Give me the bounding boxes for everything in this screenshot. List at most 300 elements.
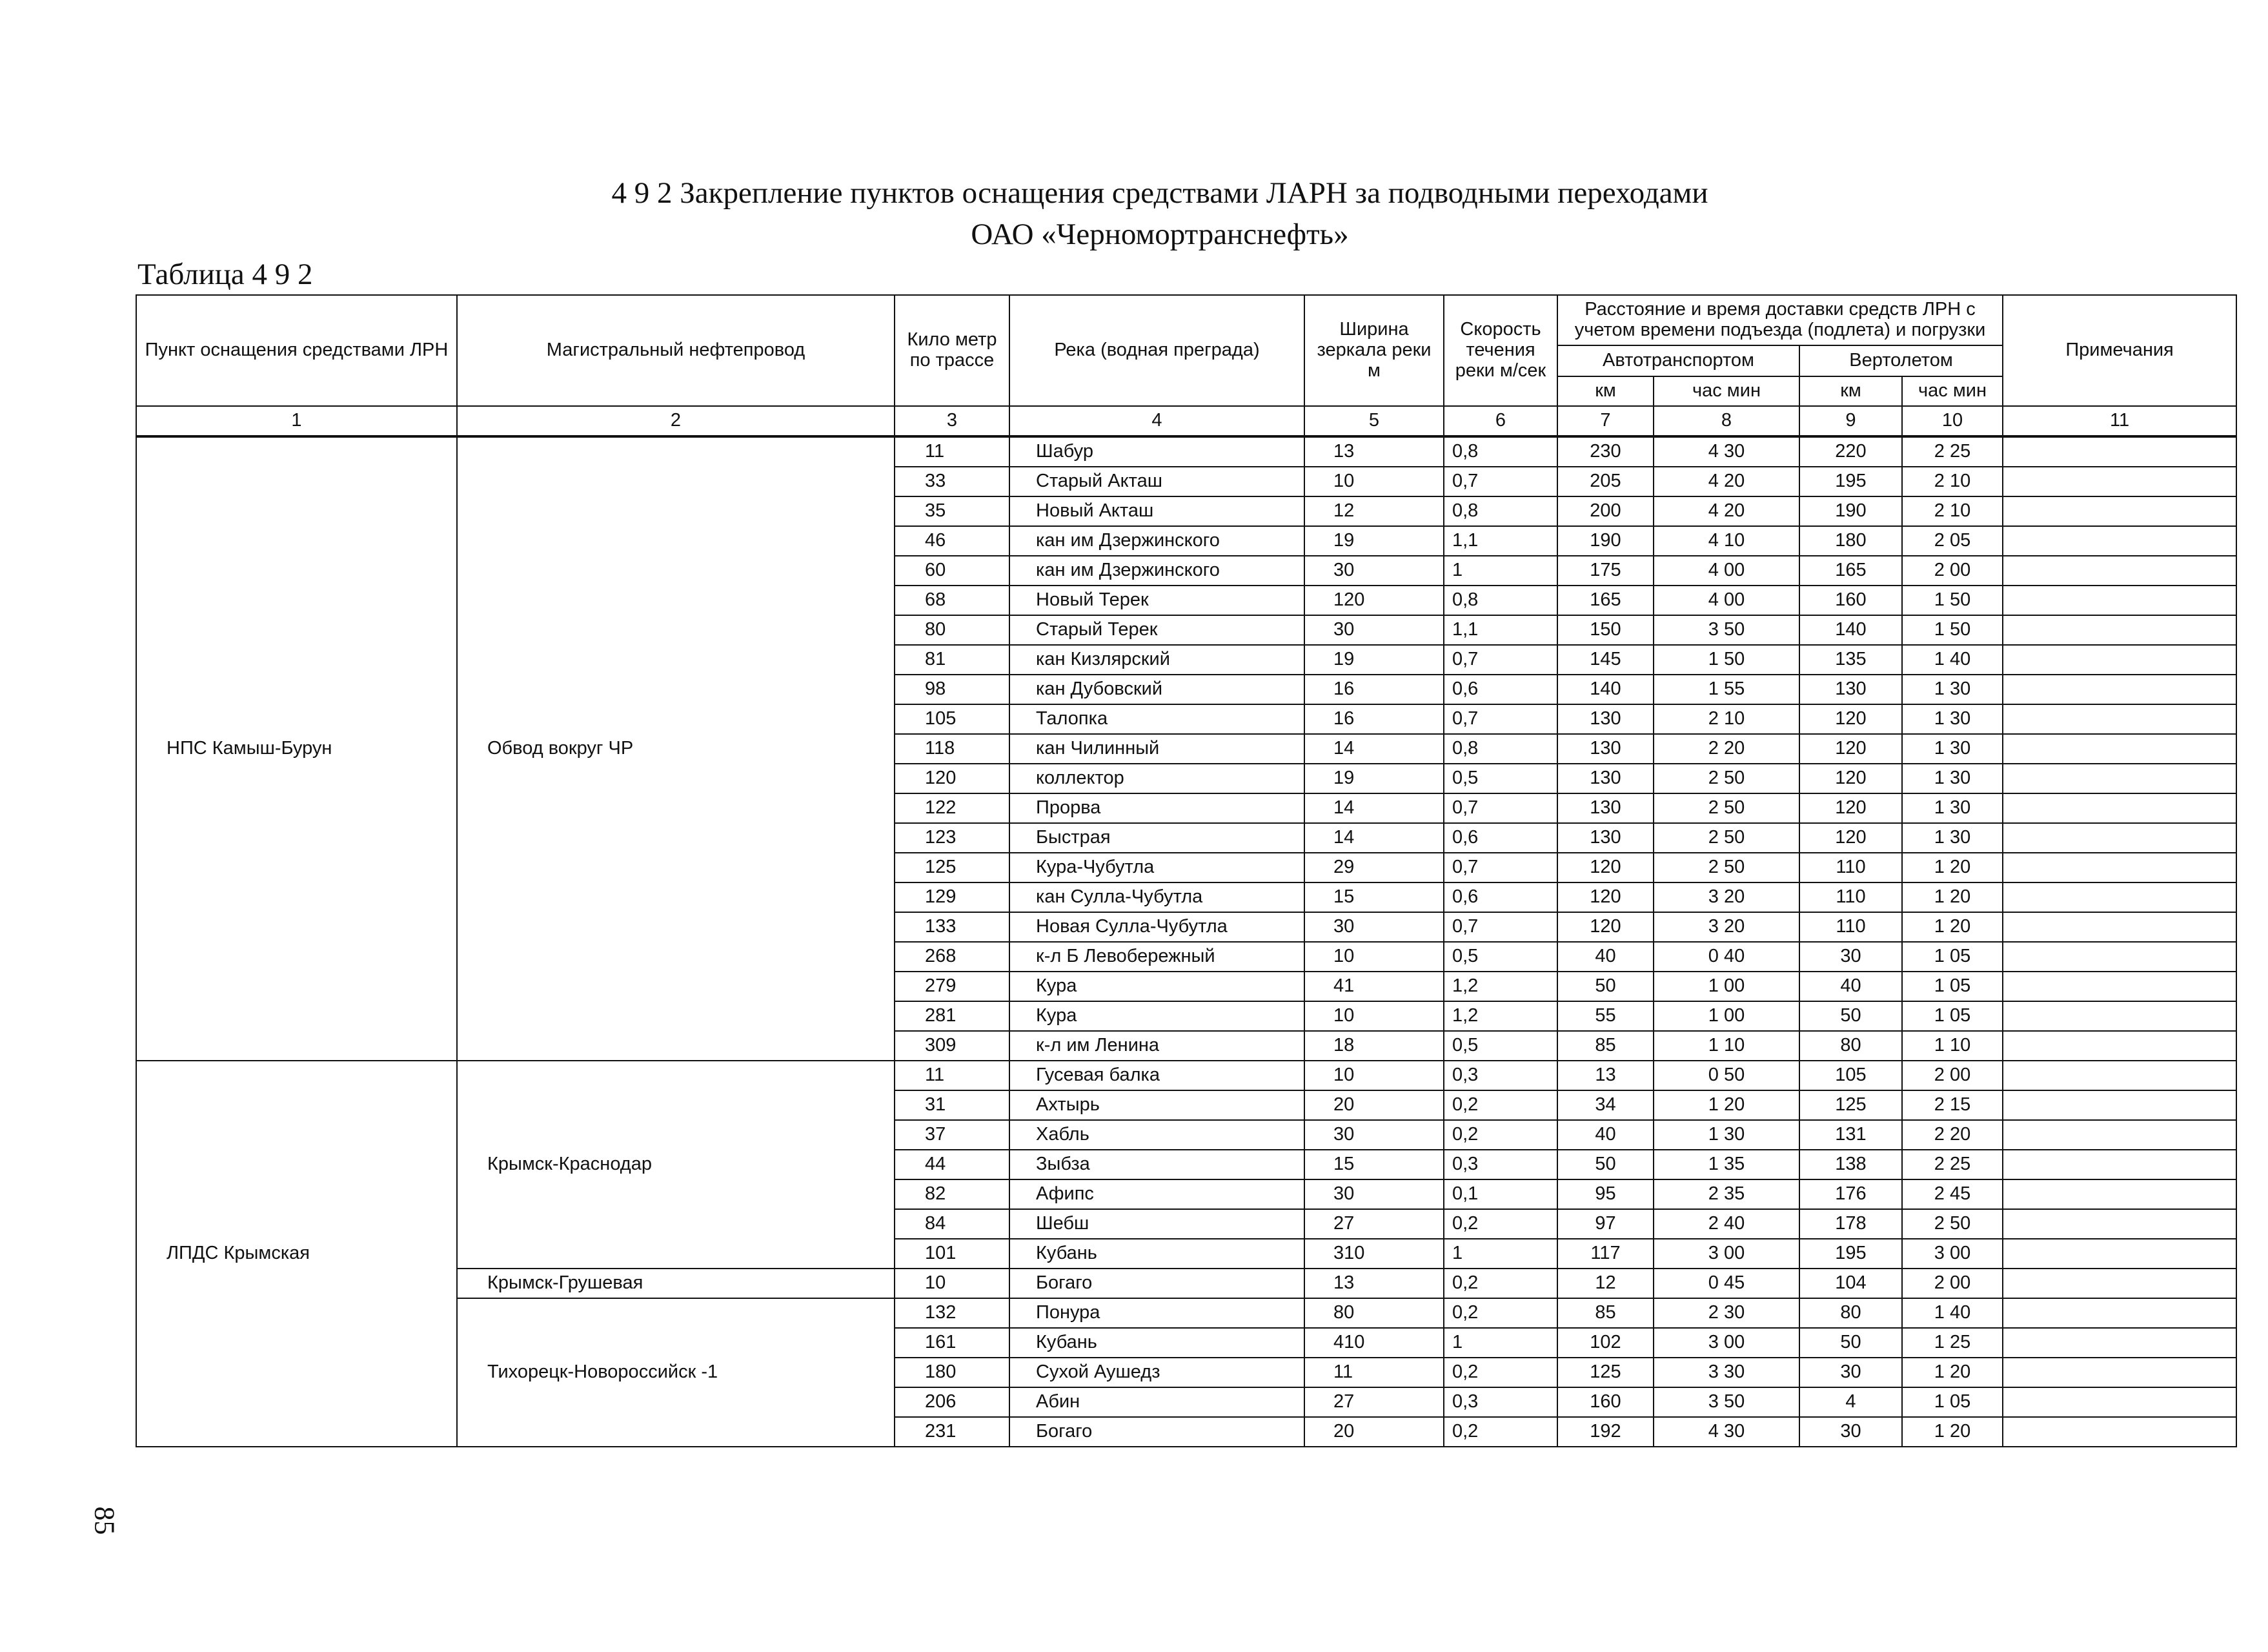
river-cell: Кура xyxy=(1009,1001,1304,1031)
notes-cell xyxy=(2003,1298,2236,1328)
heli-time-cell: 2 00 xyxy=(1902,556,2003,586)
width-cell: 16 xyxy=(1304,675,1444,704)
river-cell: Зыбза xyxy=(1009,1150,1304,1179)
auto-km-cell: 165 xyxy=(1557,586,1654,615)
river-cell: Афипс xyxy=(1009,1179,1304,1209)
auto-km-cell: 140 xyxy=(1557,675,1654,704)
width-cell: 10 xyxy=(1304,1061,1444,1090)
auto-time-cell: 4 00 xyxy=(1654,586,1799,615)
auto-km-cell: 85 xyxy=(1557,1298,1654,1328)
width-cell: 10 xyxy=(1304,467,1444,496)
speed-cell: 0,5 xyxy=(1444,764,1557,793)
auto-km-cell: 40 xyxy=(1557,942,1654,972)
river-cell: Шебш xyxy=(1009,1209,1304,1239)
km-cell: 44 xyxy=(895,1150,1009,1179)
notes-cell xyxy=(2003,1090,2236,1120)
heli-time-cell: 2 15 xyxy=(1902,1090,2003,1120)
km-cell: 46 xyxy=(895,526,1009,556)
auto-time-cell: 3 00 xyxy=(1654,1239,1799,1269)
header-speed: Скорость течения реки м/сек xyxy=(1444,295,1557,406)
auto-time-cell: 2 50 xyxy=(1654,764,1799,793)
auto-km-cell: 175 xyxy=(1557,556,1654,586)
width-cell: 15 xyxy=(1304,1150,1444,1179)
heli-km-cell: 130 xyxy=(1799,675,1902,704)
station-cell: ЛПДС Крымская xyxy=(136,1061,457,1447)
km-cell: 68 xyxy=(895,586,1009,615)
speed-cell: 0,8 xyxy=(1444,436,1557,467)
notes-cell xyxy=(2003,436,2236,467)
river-cell: Быстрая xyxy=(1009,823,1304,853)
auto-time-cell: 3 20 xyxy=(1654,882,1799,912)
header-river: Река (водная преграда) xyxy=(1009,295,1304,406)
heli-time-cell: 1 05 xyxy=(1902,972,2003,1001)
speed-cell: 0,7 xyxy=(1444,912,1557,942)
auto-km-cell: 12 xyxy=(1557,1269,1654,1298)
river-cell: коллектор xyxy=(1009,764,1304,793)
river-cell: Богаго xyxy=(1009,1269,1304,1298)
header-delivery: Расстояние и время доставки средств ЛРН с учетом времени подъезда (подлета) и погрузки xyxy=(1557,295,2003,345)
river-cell: Старый Акташ xyxy=(1009,467,1304,496)
auto-time-cell: 1 00 xyxy=(1654,1001,1799,1031)
notes-cell xyxy=(2003,1031,2236,1061)
heli-km-cell: 110 xyxy=(1799,853,1902,882)
notes-cell xyxy=(2003,1150,2236,1179)
column-number: 4 xyxy=(1009,406,1304,436)
notes-cell xyxy=(2003,586,2236,615)
auto-km-cell: 160 xyxy=(1557,1387,1654,1417)
auto-km-cell: 130 xyxy=(1557,704,1654,734)
auto-km-cell: 55 xyxy=(1557,1001,1654,1031)
crossings-table xyxy=(136,294,2237,1447)
speed-cell: 0,8 xyxy=(1444,496,1557,526)
heli-time-cell: 1 50 xyxy=(1902,615,2003,645)
km-cell: 35 xyxy=(895,496,1009,526)
river-cell: Новый Акташ xyxy=(1009,496,1304,526)
table-row xyxy=(136,1061,2236,1090)
auto-km-cell: 130 xyxy=(1557,734,1654,764)
km-cell: 101 xyxy=(895,1239,1009,1269)
notes-cell xyxy=(2003,912,2236,942)
auto-time-cell: 2 50 xyxy=(1654,823,1799,853)
width-cell: 18 xyxy=(1304,1031,1444,1061)
river-cell: Новый Терек xyxy=(1009,586,1304,615)
width-cell: 10 xyxy=(1304,1001,1444,1031)
km-cell: 31 xyxy=(895,1090,1009,1120)
notes-cell xyxy=(2003,615,2236,645)
river-cell: кан Дубовский xyxy=(1009,675,1304,704)
speed-cell: 0,3 xyxy=(1444,1150,1557,1179)
auto-time-cell: 2 50 xyxy=(1654,793,1799,823)
auto-km-cell: 85 xyxy=(1557,1031,1654,1061)
column-number: 1 xyxy=(136,406,457,436)
speed-cell: 0,2 xyxy=(1444,1298,1557,1328)
heli-time-cell: 1 40 xyxy=(1902,1298,2003,1328)
river-cell: кан им Дзержинского xyxy=(1009,526,1304,556)
heli-km-cell: 40 xyxy=(1799,972,1902,1001)
km-cell: 125 xyxy=(895,853,1009,882)
river-cell: Кура xyxy=(1009,972,1304,1001)
speed-cell: 0,2 xyxy=(1444,1209,1557,1239)
heli-time-cell: 1 05 xyxy=(1902,942,2003,972)
heli-time-cell: 1 20 xyxy=(1902,853,2003,882)
width-cell: 19 xyxy=(1304,645,1444,675)
heli-km-cell: 220 xyxy=(1799,436,1902,467)
river-cell: Хабль xyxy=(1009,1120,1304,1150)
heli-time-cell: 1 30 xyxy=(1902,704,2003,734)
width-cell: 27 xyxy=(1304,1209,1444,1239)
auto-time-cell: 1 55 xyxy=(1654,675,1799,704)
km-cell: 11 xyxy=(895,436,1009,467)
speed-cell: 0,5 xyxy=(1444,1031,1557,1061)
km-cell: 60 xyxy=(895,556,1009,586)
auto-km-cell: 120 xyxy=(1557,882,1654,912)
heli-time-cell: 2 25 xyxy=(1902,1150,2003,1179)
heli-time-cell: 2 20 xyxy=(1902,1120,2003,1150)
width-cell: 19 xyxy=(1304,526,1444,556)
river-cell: Талопка xyxy=(1009,704,1304,734)
heli-time-cell: 2 10 xyxy=(1902,467,2003,496)
heli-time-cell: 1 30 xyxy=(1902,823,2003,853)
auto-km-cell: 150 xyxy=(1557,615,1654,645)
notes-cell xyxy=(2003,526,2236,556)
speed-cell: 0,3 xyxy=(1444,1061,1557,1090)
speed-cell: 1,1 xyxy=(1444,526,1557,556)
km-cell: 80 xyxy=(895,615,1009,645)
column-number: 9 xyxy=(1799,406,1902,436)
heli-time-cell: 1 25 xyxy=(1902,1328,2003,1358)
notes-cell xyxy=(2003,853,2236,882)
km-cell: 281 xyxy=(895,1001,1009,1031)
auto-km-cell: 102 xyxy=(1557,1328,1654,1358)
heli-time-cell: 2 10 xyxy=(1902,496,2003,526)
auto-time-cell: 4 10 xyxy=(1654,526,1799,556)
auto-time-cell: 3 30 xyxy=(1654,1358,1799,1387)
heli-time-cell: 3 00 xyxy=(1902,1239,2003,1269)
width-cell: 30 xyxy=(1304,615,1444,645)
heli-time-cell: 2 05 xyxy=(1902,526,2003,556)
km-cell: 122 xyxy=(895,793,1009,823)
auto-km-cell: 50 xyxy=(1557,972,1654,1001)
document-title-line1: 4 9 2 Закрепление пунктов оснащения средствами ЛАРН за подводными переходами xyxy=(611,176,1708,210)
speed-cell: 0,8 xyxy=(1444,586,1557,615)
auto-time-cell: 3 20 xyxy=(1654,912,1799,942)
river-cell: Новая Сулла-Чубутла xyxy=(1009,912,1304,942)
river-cell: Шабур xyxy=(1009,436,1304,467)
notes-cell xyxy=(2003,645,2236,675)
column-number: 7 xyxy=(1557,406,1654,436)
auto-km-cell: 40 xyxy=(1557,1120,1654,1150)
km-cell: 129 xyxy=(895,882,1009,912)
heli-km-cell: 120 xyxy=(1799,764,1902,793)
auto-km-cell: 230 xyxy=(1557,436,1654,467)
auto-time-cell: 0 40 xyxy=(1654,942,1799,972)
heli-time-cell: 1 05 xyxy=(1902,1387,2003,1417)
width-cell: 80 xyxy=(1304,1298,1444,1328)
km-cell: 133 xyxy=(895,912,1009,942)
header-heli-km: км xyxy=(1799,376,1902,406)
speed-cell: 0,7 xyxy=(1444,793,1557,823)
auto-time-cell: 2 10 xyxy=(1654,704,1799,734)
km-cell: 10 xyxy=(895,1269,1009,1298)
speed-cell: 0,1 xyxy=(1444,1179,1557,1209)
column-number: 11 xyxy=(2003,406,2236,436)
notes-cell xyxy=(2003,704,2236,734)
header-pipeline: Магистральный нефтепровод xyxy=(457,295,895,406)
pipeline-cell: Крымск-Грушевая xyxy=(457,1269,895,1298)
heli-km-cell: 120 xyxy=(1799,734,1902,764)
width-cell: 310 xyxy=(1304,1239,1444,1269)
km-cell: 105 xyxy=(895,704,1009,734)
notes-cell xyxy=(2003,1179,2236,1209)
pipeline-cell: Обвод вокруг ЧР xyxy=(457,436,895,1061)
heli-time-cell: 1 30 xyxy=(1902,734,2003,764)
header-notes: Примечания xyxy=(2003,295,2236,406)
heli-km-cell: 125 xyxy=(1799,1090,1902,1120)
auto-km-cell: 13 xyxy=(1557,1061,1654,1090)
notes-cell xyxy=(2003,1001,2236,1031)
notes-cell xyxy=(2003,496,2236,526)
km-cell: 37 xyxy=(895,1120,1009,1150)
km-cell: 206 xyxy=(895,1387,1009,1417)
width-cell: 41 xyxy=(1304,972,1444,1001)
table-body xyxy=(136,436,2236,1447)
auto-km-cell: 117 xyxy=(1557,1239,1654,1269)
auto-km-cell: 130 xyxy=(1557,823,1654,853)
width-cell: 120 xyxy=(1304,586,1444,615)
speed-cell: 0,7 xyxy=(1444,645,1557,675)
pipeline-cell: Тихорецк-Новороссийск -1 xyxy=(457,1298,895,1447)
heli-km-cell: 131 xyxy=(1799,1120,1902,1150)
speed-cell: 0,2 xyxy=(1444,1120,1557,1150)
auto-km-cell: 97 xyxy=(1557,1209,1654,1239)
speed-cell: 0,2 xyxy=(1444,1358,1557,1387)
auto-time-cell: 1 20 xyxy=(1654,1090,1799,1120)
header-auto: Автотранспортом xyxy=(1557,345,1799,376)
width-cell: 16 xyxy=(1304,704,1444,734)
heli-km-cell: 176 xyxy=(1799,1179,1902,1209)
notes-cell xyxy=(2003,942,2236,972)
header-km: Кило метр по трассе xyxy=(895,295,1009,406)
notes-cell xyxy=(2003,1120,2236,1150)
river-cell: кан Сулла-Чубутла xyxy=(1009,882,1304,912)
speed-cell: 1 xyxy=(1444,1239,1557,1269)
auto-time-cell: 0 45 xyxy=(1654,1269,1799,1298)
column-number: 2 xyxy=(457,406,895,436)
auto-km-cell: 190 xyxy=(1557,526,1654,556)
auto-time-cell: 4 30 xyxy=(1654,436,1799,467)
auto-km-cell: 50 xyxy=(1557,1150,1654,1179)
km-cell: 180 xyxy=(895,1358,1009,1387)
speed-cell: 0,7 xyxy=(1444,853,1557,882)
speed-cell: 0,7 xyxy=(1444,467,1557,496)
km-cell: 33 xyxy=(895,467,1009,496)
notes-cell xyxy=(2003,556,2236,586)
auto-km-cell: 125 xyxy=(1557,1358,1654,1387)
km-cell: 120 xyxy=(895,764,1009,793)
speed-cell: 0,6 xyxy=(1444,882,1557,912)
heli-time-cell: 1 05 xyxy=(1902,1001,2003,1031)
auto-km-cell: 200 xyxy=(1557,496,1654,526)
speed-cell: 1,2 xyxy=(1444,972,1557,1001)
heli-time-cell: 2 00 xyxy=(1902,1269,2003,1298)
heli-km-cell: 104 xyxy=(1799,1269,1902,1298)
river-cell: Сухой Аушедз xyxy=(1009,1358,1304,1387)
width-cell: 14 xyxy=(1304,793,1444,823)
header-auto-km: км xyxy=(1557,376,1654,406)
speed-cell: 0,2 xyxy=(1444,1269,1557,1298)
header-heli-time: час мин xyxy=(1902,376,2003,406)
heli-time-cell: 1 20 xyxy=(1902,1417,2003,1447)
heli-time-cell: 2 00 xyxy=(1902,1061,2003,1090)
heli-km-cell: 195 xyxy=(1799,1239,1902,1269)
speed-cell: 0,6 xyxy=(1444,823,1557,853)
pipeline-cell: Крымск-Краснодар xyxy=(457,1061,895,1269)
speed-cell: 0,2 xyxy=(1444,1417,1557,1447)
auto-km-cell: 205 xyxy=(1557,467,1654,496)
width-cell: 15 xyxy=(1304,882,1444,912)
km-cell: 82 xyxy=(895,1179,1009,1209)
width-cell: 13 xyxy=(1304,1269,1444,1298)
auto-time-cell: 2 30 xyxy=(1654,1298,1799,1328)
river-cell: Прорва xyxy=(1009,793,1304,823)
km-cell: 309 xyxy=(895,1031,1009,1061)
column-number: 10 xyxy=(1902,406,2003,436)
heli-km-cell: 30 xyxy=(1799,1417,1902,1447)
auto-time-cell: 2 50 xyxy=(1654,853,1799,882)
auto-time-cell: 4 30 xyxy=(1654,1417,1799,1447)
heli-km-cell: 4 xyxy=(1799,1387,1902,1417)
notes-cell xyxy=(2003,972,2236,1001)
speed-cell: 1 xyxy=(1444,1328,1557,1358)
speed-cell: 1,2 xyxy=(1444,1001,1557,1031)
width-cell: 30 xyxy=(1304,912,1444,942)
width-cell: 20 xyxy=(1304,1090,1444,1120)
width-cell: 13 xyxy=(1304,436,1444,467)
auto-time-cell: 1 30 xyxy=(1654,1120,1799,1150)
heli-km-cell: 110 xyxy=(1799,882,1902,912)
auto-km-cell: 130 xyxy=(1557,793,1654,823)
heli-time-cell: 1 50 xyxy=(1902,586,2003,615)
auto-time-cell: 4 20 xyxy=(1654,467,1799,496)
auto-time-cell: 0 50 xyxy=(1654,1061,1799,1090)
auto-time-cell: 1 35 xyxy=(1654,1150,1799,1179)
width-cell: 20 xyxy=(1304,1417,1444,1447)
river-cell: Гусевая балка xyxy=(1009,1061,1304,1090)
river-cell: к-л им Ленина xyxy=(1009,1031,1304,1061)
auto-time-cell: 4 20 xyxy=(1654,496,1799,526)
auto-km-cell: 34 xyxy=(1557,1090,1654,1120)
auto-time-cell: 2 20 xyxy=(1654,734,1799,764)
width-cell: 30 xyxy=(1304,556,1444,586)
heli-km-cell: 178 xyxy=(1799,1209,1902,1239)
auto-time-cell: 1 50 xyxy=(1654,645,1799,675)
auto-time-cell: 1 10 xyxy=(1654,1031,1799,1061)
header-width: Ширина зеркала реки м xyxy=(1304,295,1444,406)
km-cell: 81 xyxy=(895,645,1009,675)
km-cell: 98 xyxy=(895,675,1009,704)
document-title-line2: ОАО «Черномортранснефть» xyxy=(971,218,1349,251)
heli-km-cell: 30 xyxy=(1799,1358,1902,1387)
auto-time-cell: 1 00 xyxy=(1654,972,1799,1001)
table-label: Таблица 4 9 2 xyxy=(137,258,313,291)
heli-km-cell: 110 xyxy=(1799,912,1902,942)
notes-cell xyxy=(2003,1417,2236,1447)
notes-cell xyxy=(2003,1269,2236,1298)
auto-km-cell: 192 xyxy=(1557,1417,1654,1447)
heli-time-cell: 1 30 xyxy=(1902,675,2003,704)
auto-time-cell: 3 00 xyxy=(1654,1328,1799,1358)
auto-time-cell: 3 50 xyxy=(1654,615,1799,645)
notes-cell xyxy=(2003,764,2236,793)
column-number: 5 xyxy=(1304,406,1444,436)
notes-cell xyxy=(2003,1328,2236,1358)
speed-cell: 1,1 xyxy=(1444,615,1557,645)
heli-km-cell: 195 xyxy=(1799,467,1902,496)
river-cell: Абин xyxy=(1009,1387,1304,1417)
river-cell: кан Кизлярский xyxy=(1009,645,1304,675)
heli-km-cell: 180 xyxy=(1799,526,1902,556)
notes-cell xyxy=(2003,823,2236,853)
speed-cell: 0,3 xyxy=(1444,1387,1557,1417)
notes-cell xyxy=(2003,1358,2236,1387)
heli-km-cell: 138 xyxy=(1799,1150,1902,1179)
heli-km-cell: 160 xyxy=(1799,586,1902,615)
speed-cell: 0,2 xyxy=(1444,1090,1557,1120)
km-cell: 279 xyxy=(895,972,1009,1001)
heli-time-cell: 1 20 xyxy=(1902,912,2003,942)
heli-time-cell: 1 20 xyxy=(1902,1358,2003,1387)
heli-time-cell: 1 30 xyxy=(1902,764,2003,793)
river-cell: Ахтырь xyxy=(1009,1090,1304,1120)
river-cell: Богаго xyxy=(1009,1417,1304,1447)
header-auto-time: час мин xyxy=(1654,376,1799,406)
river-cell: Кубань xyxy=(1009,1328,1304,1358)
heli-km-cell: 120 xyxy=(1799,823,1902,853)
width-cell: 12 xyxy=(1304,496,1444,526)
station-cell: НПС Камыш-Бурун xyxy=(136,436,457,1061)
river-cell: Старый Терек xyxy=(1009,615,1304,645)
km-cell: 231 xyxy=(895,1417,1009,1447)
width-cell: 14 xyxy=(1304,823,1444,853)
km-cell: 132 xyxy=(895,1298,1009,1328)
river-cell: Понура xyxy=(1009,1298,1304,1328)
heli-km-cell: 190 xyxy=(1799,496,1902,526)
notes-cell xyxy=(2003,1387,2236,1417)
river-cell: к-л Б Левобережный xyxy=(1009,942,1304,972)
header-heli: Вертолетом xyxy=(1799,345,2003,376)
heli-km-cell: 50 xyxy=(1799,1001,1902,1031)
auto-km-cell: 95 xyxy=(1557,1179,1654,1209)
notes-cell xyxy=(2003,467,2236,496)
width-cell: 410 xyxy=(1304,1328,1444,1358)
km-cell: 11 xyxy=(895,1061,1009,1090)
auto-km-cell: 130 xyxy=(1557,764,1654,793)
width-cell: 29 xyxy=(1304,853,1444,882)
speed-cell: 0,5 xyxy=(1444,942,1557,972)
auto-km-cell: 145 xyxy=(1557,645,1654,675)
notes-cell xyxy=(2003,1239,2236,1269)
width-cell: 14 xyxy=(1304,734,1444,764)
column-number: 8 xyxy=(1654,406,1799,436)
header-station: Пункт оснащения средствами ЛРН xyxy=(136,295,457,406)
river-cell: Кура-Чубутла xyxy=(1009,853,1304,882)
speed-cell: 0,8 xyxy=(1444,734,1557,764)
notes-cell xyxy=(2003,734,2236,764)
heli-km-cell: 30 xyxy=(1799,942,1902,972)
heli-km-cell: 135 xyxy=(1799,645,1902,675)
auto-km-cell: 120 xyxy=(1557,912,1654,942)
heli-time-cell: 2 25 xyxy=(1902,436,2003,467)
